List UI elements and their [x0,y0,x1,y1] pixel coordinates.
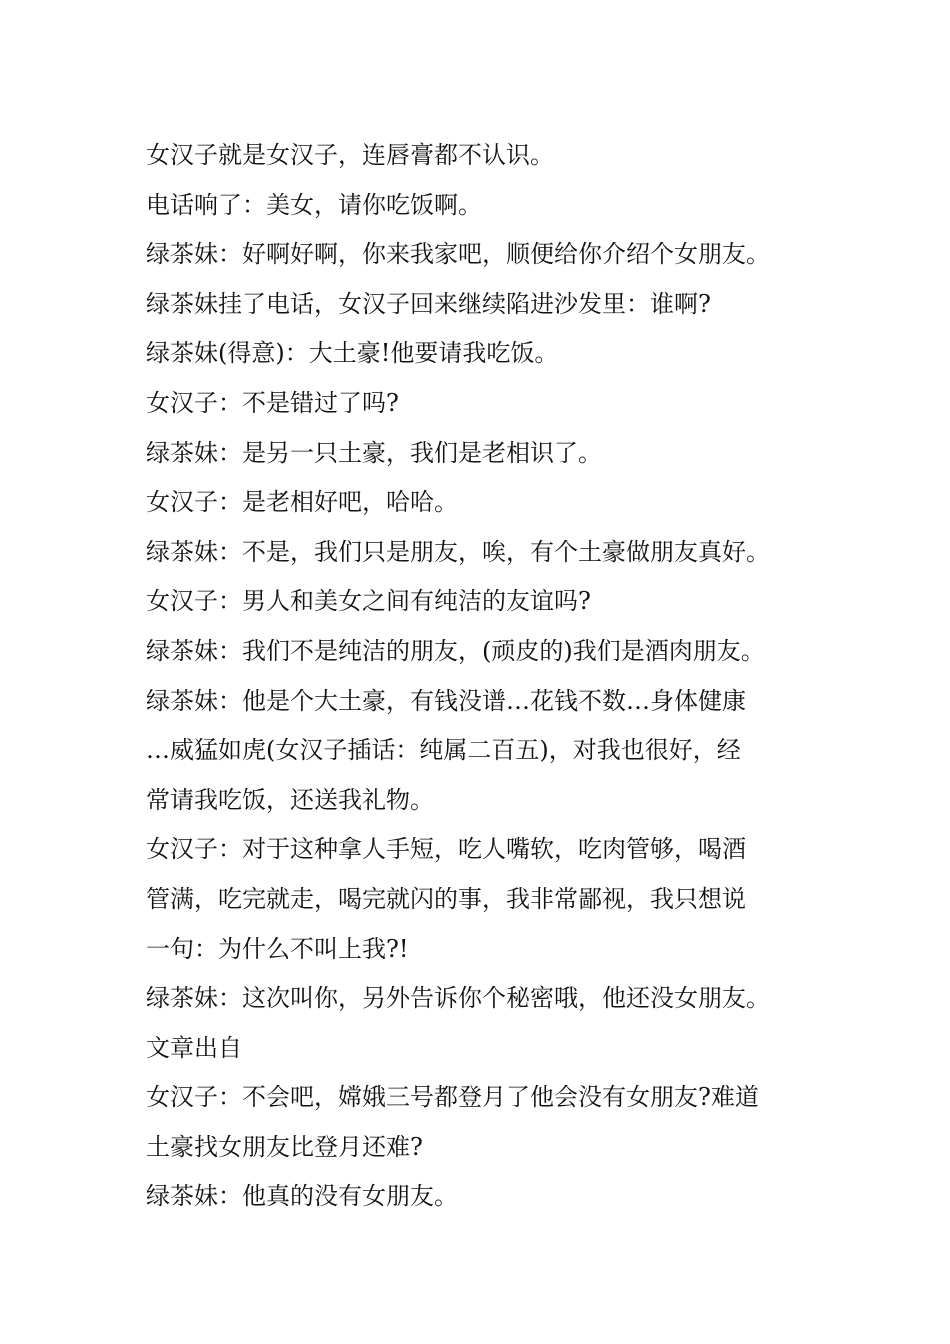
text-line: 常请我吃饭，还送我礼物。 [146,785,434,814]
text-line: 女汉子就是女汉子，连唇膏都不认识。 [146,141,554,169]
text-line: 女汉子：不是错过了吗? [146,388,399,417]
text-line: 女汉子：不会吧，嫦娥三号都登月了他会没有女朋友?难道 [146,1083,759,1112]
text-line: 绿茶妹：是另一只土豪，我们是老相识了。 [146,438,602,467]
text-line: 绿茶妹：这次叫你，另外告诉你个秘密哦，他还没女朋友。 [146,984,770,1013]
text-line: 绿茶妹(得意)：大土豪!他要请我吃饭。 [146,339,559,368]
text-line: 绿茶妹：他是个大土豪，有钱没谱…花钱不数…身体健康 [146,686,746,715]
text-line: 文章出自 [146,1033,242,1062]
text-line: 绿茶妹：不是，我们只是朋友，唉，有个土豪做朋友真好。 [146,537,770,566]
document-body [146,131,826,1222]
text-line: 电话响了：美女，请你吃饭啊。 [146,190,482,219]
text-line: 土豪找女朋友比登月还难? [146,1132,423,1161]
text-line: 一句：为什么不叫上我?! [146,934,409,963]
text-line: 女汉子：男人和美女之间有纯洁的友谊吗? [146,587,591,616]
text-line: …威猛如虎(女汉子插话：纯属二百五)，对我也很好，经 [146,736,741,765]
text-line: 绿茶妹：我们不是纯洁的朋友，(顽皮的)我们是酒肉朋友。 [146,636,765,665]
text-line: 绿茶妹挂了电话，女汉子回来继续陷进沙发里：谁啊? [146,289,711,318]
text-line: 绿茶妹：他真的没有女朋友。 [146,1182,458,1211]
text-line: 管满，吃完就走，喝完就闪的事，我非常鄙视，我只想说 [146,884,746,913]
text-line: 女汉子：对于这种拿人手短，吃人嘴软，吃肉管够，喝酒 [146,835,746,864]
text-line: 女汉子：是老相好吧，哈哈。 [146,488,458,517]
text-line: 绿茶妹：好啊好啊，你来我家吧，顺便给你介绍个女朋友。 [146,240,770,269]
